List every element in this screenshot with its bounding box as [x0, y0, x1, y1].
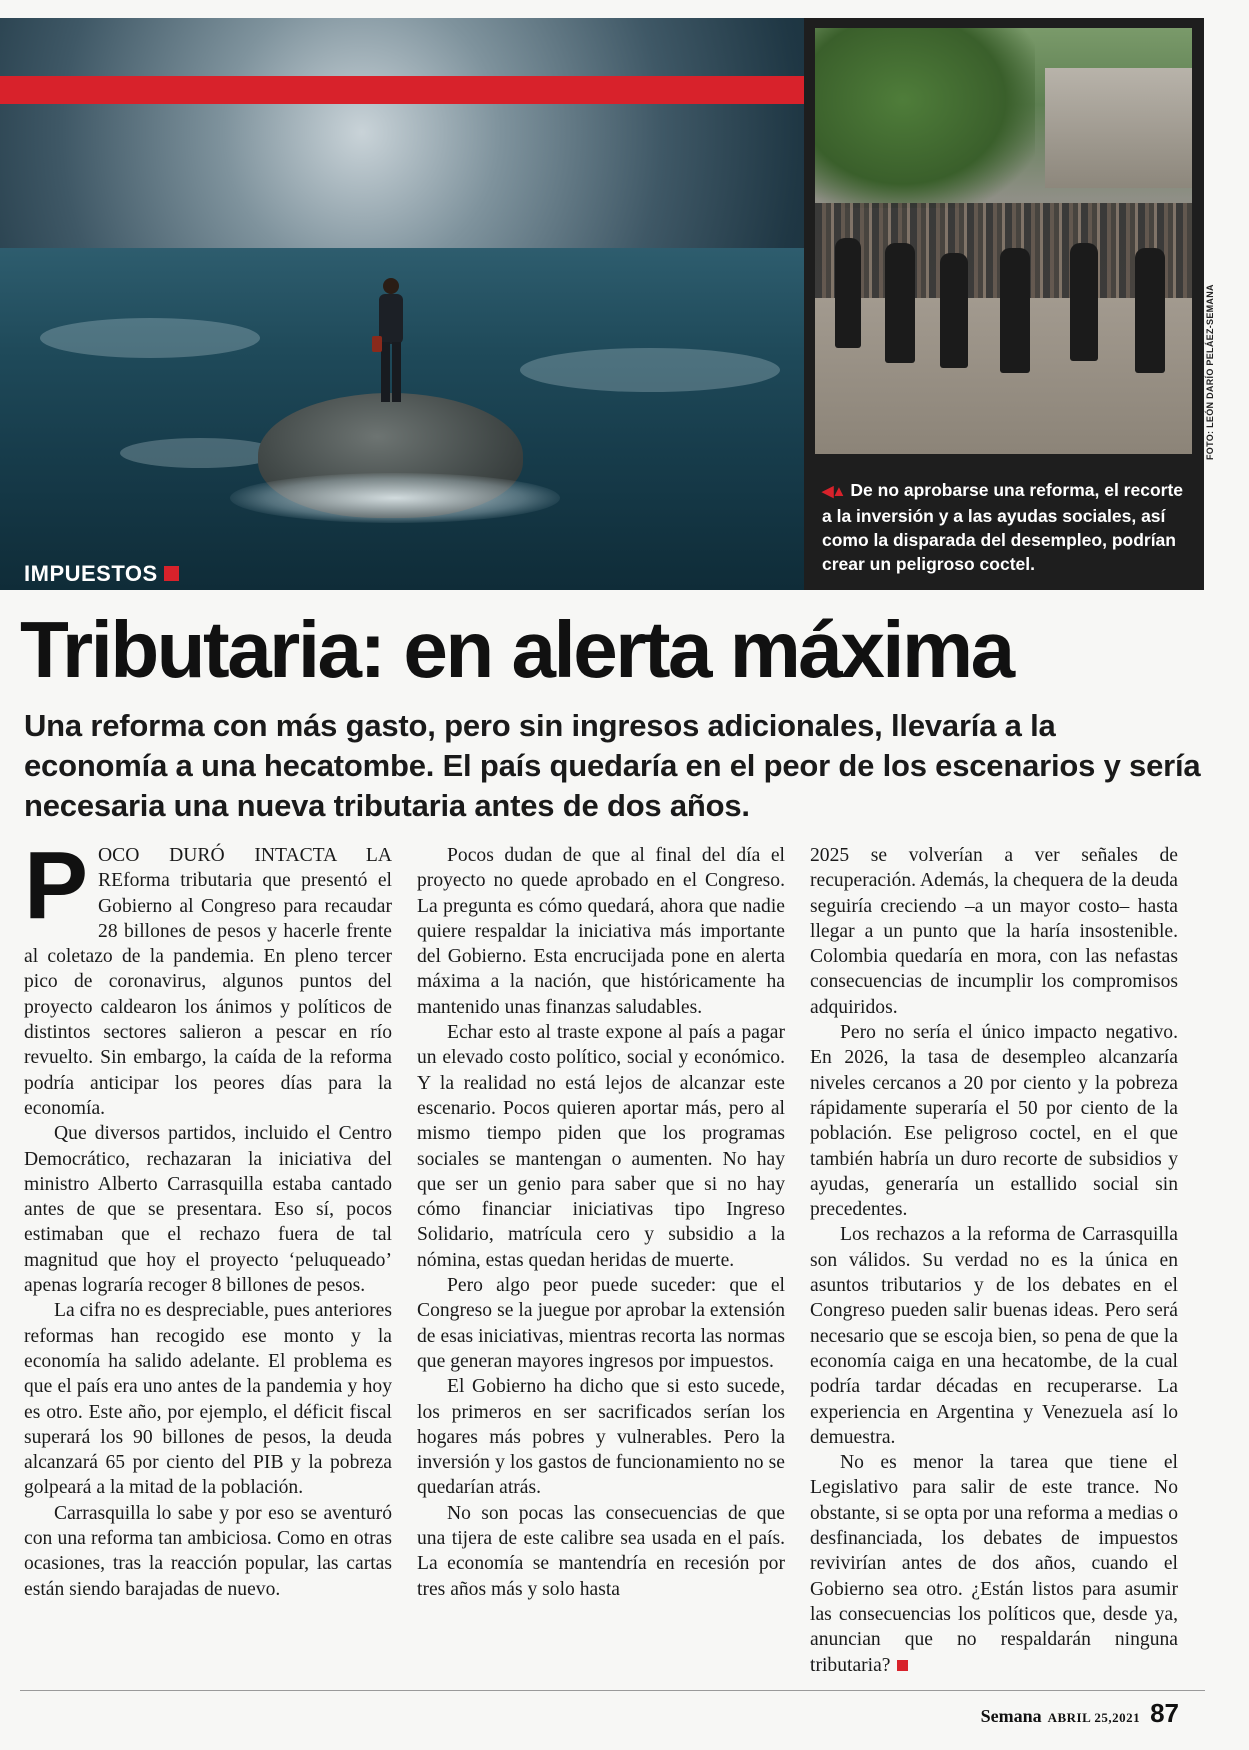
protester	[1000, 248, 1030, 373]
magazine-name: Semana	[980, 1706, 1042, 1726]
body-paragraph: Echar esto al traste expone al país a pagar un elevado costo político, social y económico. Y la realidad no está lejos de alcanzar este escenario. Pocos quieren aportar más, pero al mismo tiempo piden que los programas sociales se mantengan o aumenten. No hay que ser un genio para saber que si no hay cómo financiar iniciativas tipo Ingreso Solidario, matrícula cero y subsidio a la nómina, estas quedan heridas de muerte.	[417, 1022, 785, 1271]
protester	[940, 253, 968, 368]
body-paragraph: Que diversos partidos, incluido el Centro Democrático, rechazaran la iniciativa del ministro Alberto Carrasquilla estaba cantado antes de que se presentara. Eso sí, pocos estimaban que el rechazo fuera de tal magnitud que hoy el proyecto ‘peluqueado’ apenas lograría recoger 8 billones de pesos.	[24, 1123, 392, 1297]
body-paragraph: Pocos dudan de que al final del día el proyecto no quede aprobado en el Congreso. La pregunta es cómo quedará, ahora que nadie quiere respaldar la iniciativa más importante del Gobierno. Esta encrucijada pone en alerta máxima a la nación, que históricamente ha mantenido unas finanzas saludables.	[417, 845, 785, 1018]
section-tag	[24, 561, 179, 587]
headline: Tributaria: en alerta máxima	[20, 605, 1013, 694]
photo-caption	[822, 478, 1197, 576]
protester	[885, 243, 915, 363]
red-accent-bar	[0, 76, 804, 104]
body-column-3	[810, 843, 1178, 1678]
body-paragraph: Pero no sería el único impacto negativo. En 2026, la tasa de desempleo alcanzaría niveles cercanos a 20 por ciento y la pobreza rápidamente superaría el 50 por ciento de la población. Ese peligroso coctel, en el que también habría un duro recorte de subsidios y ayudas, generaría un estallido social sin precedentes.	[810, 1022, 1178, 1221]
hero-illustration	[0, 18, 804, 590]
wave-crest	[40, 318, 260, 358]
protester	[835, 238, 861, 348]
protester	[1135, 248, 1165, 373]
body-paragraph: No es menor la tarea que tiene el Legislativo para salir de este trance. No obstante, si se opta por una reforma a medias o desfinanciada, los debates de impuestos revivirían antes de dos años, cuando el Gobierno sea otro. ¿Están listos para asumir las consecuencias los políticos que, desde ya, anuncian que no respaldarán ninguna tributaria?	[810, 1452, 1178, 1676]
photo-credit: FOTO: LEÓN DARÍO PELÁEZ-SEMANA	[1205, 284, 1215, 460]
page-footer	[981, 1698, 1179, 1729]
body-paragraph: 2025 se volverían a ver señales de recuperación. Además, la chequera de la deuda seguiría creciendo –a un mayor costo– hasta llegar a un punto que la haría insostenible. Colombia quedaría en mora, con las nefastas consecuencias de incumplir los compromisos adquiridos.	[810, 845, 1178, 1018]
body-paragraph: Pero algo peor puede suceder: que el Congreso se la juegue por aprobar la extensión de esas iniciativas, mientras recorta las normas que generan mayores ingresos por impuestos.	[417, 1275, 785, 1372]
body-column-1	[24, 832, 392, 1602]
protester	[1070, 243, 1098, 361]
section-label: IMPUESTOS	[24, 561, 158, 586]
photo-trees	[815, 28, 1035, 208]
caption-text: De no aprobarse una reforma, el recorte a la inversión y a las ayudas sociales, así como la disparada del desempleo, podrían crear un peligroso coctel.	[822, 480, 1184, 574]
caption-triangles-icon: ◀▲	[822, 483, 845, 500]
body-paragraph: La cifra no es despreciable, pues anteriores reformas han recogido ese monto y la economía ha salido adelante. El problema es que el país era uno antes de la pandemia y hoy es otro. Este año, por ejemplo, el déficit fiscal superará los 90 billones de pesos, la deuda alcanzará 65 por ciento del PIB y la pobreza golpeará a la mitad de la población.	[24, 1300, 392, 1499]
end-mark-icon	[897, 1660, 908, 1671]
body-paragraph: POCO DURÓ INTACTA LA REforma tributaria que presentó el Gobierno al Congreso para recaudar 28 billones de pesos y hacerle frente al coletazo de la pandemia. En pleno tercer pico de coronavirus, algunos puntos del proyecto caldearon los ánimos y políticos de distintos sectores salieron a pescar en río revuelto. Sin embargo, la caída de la reforma podría anticipar los peores días para la economía.	[24, 832, 392, 1119]
issue-date: ABRIL 25,2021	[1047, 1710, 1141, 1725]
photo-building	[1045, 68, 1192, 188]
wave-crest	[120, 438, 280, 468]
red-square-icon	[164, 566, 179, 581]
page-number: 87	[1150, 1698, 1179, 1728]
protest-photo	[815, 28, 1192, 454]
body-paragraph: No son pocas las consecuencias de que una tijera de este calibre sea usada en el país. La economía se mantendría en recesión por tres años más y solo hasta	[417, 1502, 785, 1600]
water-splash	[230, 473, 560, 523]
body-paragraph: Los rechazos a la reforma de Carrasquilla son válidos. Su verdad no es la única en asuntos tributarios y de los debates en el Congreso pueden salir buenas ideas. Pero será necesario que se escoja bien, so pena de que la economía caiga en una hecatombe, de la cual podría tardar décadas en recuperarse. La experiencia en Argentina y Venezuela así lo demuestra.	[810, 1224, 1178, 1448]
body-column-2	[417, 843, 785, 1602]
footer-rule	[20, 1690, 1205, 1691]
body-paragraph: El Gobierno ha dicho que si esto sucede, los primeros en ser sacrificados serían los hogares más pobres y vulnerables. Pero la inversión y los gastos de funcionamiento no se quedarían atrás.	[417, 1376, 785, 1499]
drop-cap: P	[24, 832, 89, 939]
wave-crest	[520, 348, 780, 392]
deck: Una reforma con más gasto, pero sin ingresos adicionales, llevaría a la economía a una hecatombe. El país quedaría en el peor de los escenarios y sería necesaria una nueva tributaria antes de dos años.	[24, 708, 1201, 823]
body-paragraph: Carrasquilla lo sabe y por eso se aventuró con una reforma tan ambiciosa. Como en otras ocasiones, tras la reacción popular, las cartas están siendo barajadas de nuevo.	[24, 1502, 392, 1600]
businessman-figure	[368, 276, 414, 406]
